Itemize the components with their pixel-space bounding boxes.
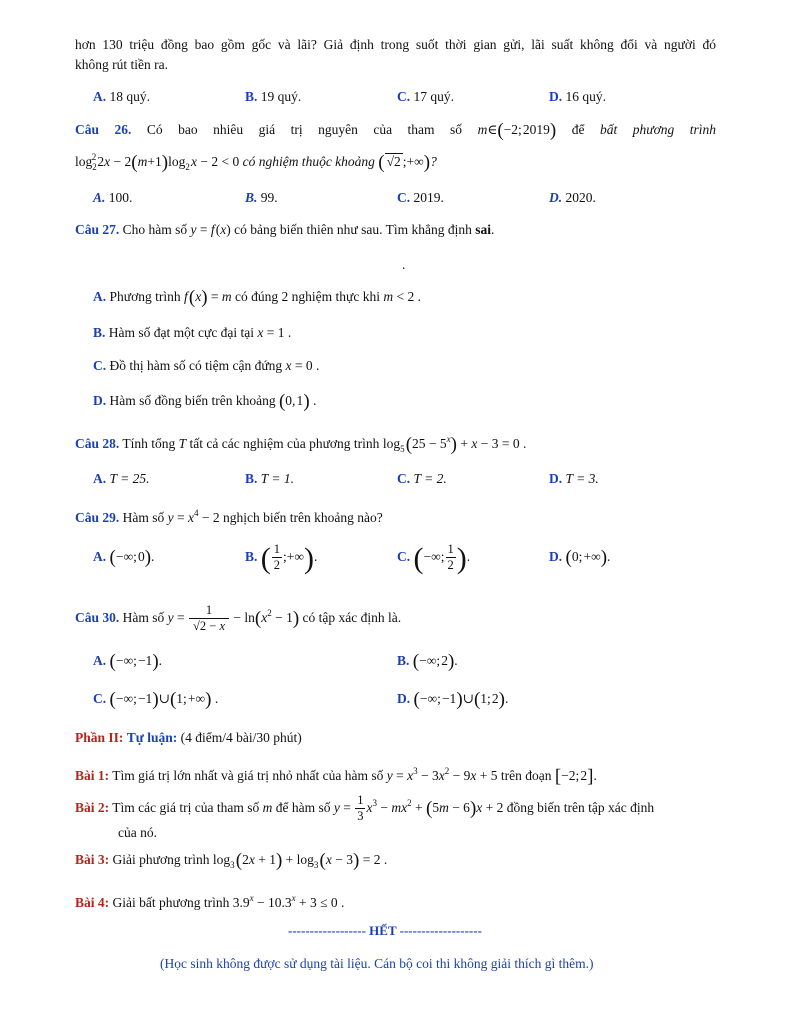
q29-option-b: B. ( $\frac{1}{2}$ ;+∞). xyxy=(245,542,318,575)
bai-4: Bài 4: Giải bất phương trình $3.9^x - 10.3^x + 3 \le 0$ . xyxy=(75,893,345,910)
intro-line-1: hơn 130 triệu đồng bao gồm gốc và lãi? Giả định trong suốt thời gian gửi, lãi suất không đổi và người đó xyxy=(75,37,716,52)
bai-1: Bài 1: Tìm giá trị lớn nhất và giá trị nhỏ nhất của hàm số $y = x^3 - 3x^2 - 9x + 5$ trên đoạn [−2; 2]. xyxy=(75,766,597,787)
q27-option-d: D. Hàm số đồng biến trên khoảng (0, 1) . xyxy=(93,391,317,412)
q28-option-d: D. T = 3. xyxy=(549,471,599,486)
q30-option-a: A. (−∞; −1). xyxy=(93,651,163,672)
q29-option-a: A. (−∞; 0). xyxy=(93,547,155,568)
q25-option-c: C. 17 quý. xyxy=(397,89,454,104)
q30-option-c: C. (−∞; −1)∪(1; +∞) . xyxy=(93,689,219,710)
q25-option-a: A. 18 quý. xyxy=(93,89,150,104)
q26-option-d: D. 2020. xyxy=(549,190,596,205)
q27-line-1: Câu 27. Cho hàm số y = f (x) có bảng biến thiên như sau. Tìm khẳng định sai. xyxy=(75,222,495,237)
q26-line-2: $\log_2^2$ $2x - 2(m+1)\log_2$ x − 2 < 0 có nghiệm thuộc khoảng ( √2 ;+∞)? xyxy=(75,152,437,173)
q30-option-b: B. (−∞; 2). xyxy=(397,651,458,672)
q29-line-1: Câu 29. Hàm số $y = x^4 - 2$ nghịch biến trên khoảng nào? xyxy=(75,508,383,525)
q27-option-b: B. Hàm số đạt một cực đại tại x = 1 . xyxy=(93,325,292,340)
q28-option-b: B. T = 1. xyxy=(245,471,295,486)
q26-option-b: B. 99. xyxy=(245,190,278,205)
q28-option-c: C. T = 2. xyxy=(397,471,447,486)
q26-option-c: C. 2019. xyxy=(397,190,444,205)
q26-option-a: A. 100. xyxy=(93,190,133,205)
q28-option-a: A. T = 25. xyxy=(93,471,150,486)
q26-line-1: Câu 26. Có bao nhiêu giá trị nguyên của tham số m∈(−2; 2019) để bất phương trình xyxy=(75,120,717,141)
q30-option-d: D. (−∞; −1)∪(1; 2). xyxy=(397,689,509,710)
q27-option-c: C. Đồ thị hàm số có tiệm cận đứng x = 0 . xyxy=(93,358,320,373)
q26-label: Câu 26. xyxy=(75,122,132,137)
end-marker: ------------------ HẾT ------------------- xyxy=(288,923,482,938)
intro-line-2: không rút tiền ra. xyxy=(75,57,168,72)
part2-heading: Phần II: Tự luận: (4 điểm/4 bài/30 phút) xyxy=(75,730,302,745)
bai-3: Bài 3: Giải phương trình $\log_3$ $(2x + 1) + \log_3$ (x − 3) = 2 . xyxy=(75,850,388,871)
q29-option-c: C. (−∞; $\frac{1}{2}$ ). xyxy=(397,542,471,575)
q29-option-d: D. (0; +∞). xyxy=(549,547,611,568)
bai-2-line-2: của nó. xyxy=(118,825,157,840)
footer-note: (Học sinh không được sử dụng tài liệu. Cán bộ coi thi không giải thích gì thêm.) xyxy=(160,956,594,971)
q25-option-b: B. 19 quý. xyxy=(245,89,302,104)
q30-line-1: Câu 30. Hàm số y = $\frac{1}{√2 - x}$ − $\ln(x^2 - 1)$ có tập xác định là. xyxy=(75,603,402,634)
q27-option-a: A. Phương trình f (x) = m có đúng 2 nghiệm thực khi m < 2 . xyxy=(93,287,421,308)
q27-missing-table-dot: . xyxy=(402,257,406,272)
bai-2-line-1: Bài 2: Tìm các giá trị của tham số m để hàm số y = $\frac{1}{3}$ $x^3 - mx^2 + (5m - 6)x + 2$ đồng biến trên tập xác định xyxy=(75,793,655,824)
q25-option-d: D. 16 quý. xyxy=(549,89,606,104)
q28-line-1: Câu 28. Tính tổng T tất cả các nghiệm của phương trình $\log_5$ $(25 - 5^x) + x - 3 = 0$ . xyxy=(75,434,527,455)
